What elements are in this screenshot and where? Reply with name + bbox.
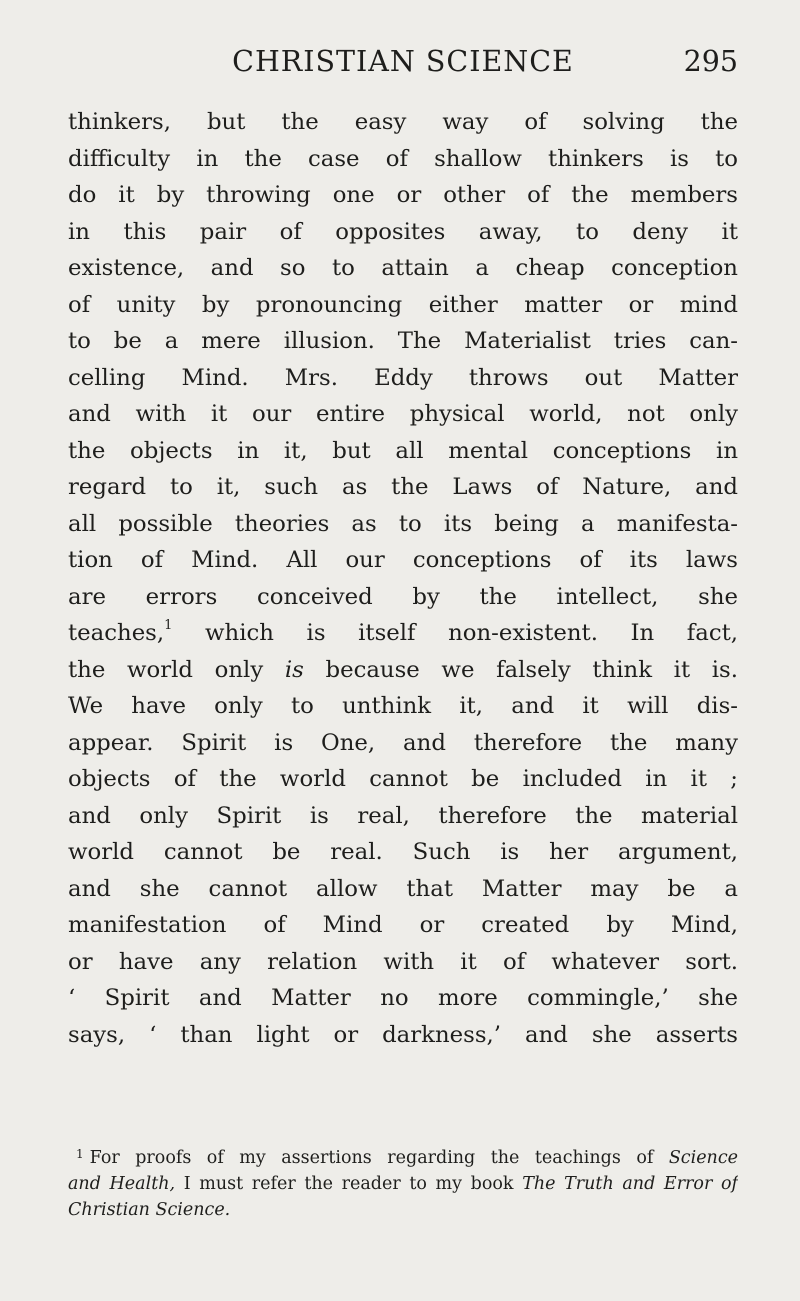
text-line: to be a mere illusion. The Materialist tries can- [68, 328, 738, 354]
text-line: says, ‘ than light or darkness,’ and she asserts [68, 1021, 738, 1048]
running-head [68, 42, 738, 82]
text-line: manifestation of Mind or created by Mind, [68, 912, 738, 938]
text-line: are errors conceived by the intellect, she [68, 583, 738, 610]
running-title: CHRISTIAN SCIENCE [232, 45, 574, 78]
footnote-mark: 1 [76, 1147, 84, 1161]
text-line: regard to it, such as the Laws of Nature, and [68, 474, 738, 500]
text-line: and she cannot allow that Matter may be a [68, 875, 738, 902]
footnote-reference: 1 [164, 618, 173, 633]
footnote-line [68, 1171, 738, 1197]
footnote-italic-text: Science [668, 1148, 738, 1168]
footnote-text: For proofs of my assertions regarding the teachings of [89, 1148, 654, 1168]
footnote-italic-text: The Truth and Error of [522, 1174, 738, 1194]
text-line: of unity by pronouncing either matter or mind [68, 291, 738, 318]
text-line: world cannot be real. Such is her argument, [68, 839, 738, 865]
text-line: the objects in it, but all mental conceptions in [68, 437, 738, 464]
text-line-remainder: which is itself non-existent. In fact, [205, 620, 738, 646]
text-line: celling Mind. Mrs. Eddy throws out Matter [68, 364, 738, 391]
footnote-text: I must refer the reader to my book [183, 1174, 514, 1194]
text-line-start: the world only [68, 656, 264, 683]
body-text [68, 104, 738, 1053]
footnote-italic-text: and Health, [68, 1174, 176, 1194]
text-line: and with it our entire physical world, not only [68, 401, 738, 427]
text-line: in this pair of opposites away, to deny it [68, 218, 738, 245]
text-line: tion of Mind. All our conceptions of its laws [68, 547, 738, 573]
footnote-line [68, 1197, 738, 1223]
text-line-with-emphasis [68, 652, 738, 689]
text-line-end: because we falsely think it is. [325, 656, 738, 683]
text-line: difficulty in the case of shallow thinkers is to [68, 145, 738, 172]
text-line: do it by throwing one or other of the members [68, 182, 738, 208]
text-line: appear. Spirit is One, and therefore the many [68, 729, 738, 756]
teaches-word: teaches, [68, 620, 165, 646]
text-line: all possible theories as to its being a manifesta- [68, 510, 738, 537]
footnote [68, 1145, 738, 1223]
text-line: ‘ Spirit and Matter no more commingle,’ she [68, 985, 738, 1011]
text-line: objects of the world cannot be included in it ; [68, 766, 738, 792]
footnote-line [68, 1145, 738, 1171]
text-line: existence, and so to attain a cheap conception [68, 255, 738, 281]
page-number: 295 [683, 45, 738, 78]
text-line: or have any relation with it of whatever sort. [68, 948, 738, 975]
text-line: We have only to unthink it, and it will dis- [68, 693, 738, 719]
text-line: and only Spirit is real, therefore the material [68, 802, 738, 829]
text-line-with-footnote-ref [68, 615, 738, 652]
emphasized-word: is [284, 656, 304, 683]
footnote-italic-text: Christian Science. [68, 1200, 231, 1220]
text-line: thinkers, but the easy way of solving the [68, 109, 738, 135]
